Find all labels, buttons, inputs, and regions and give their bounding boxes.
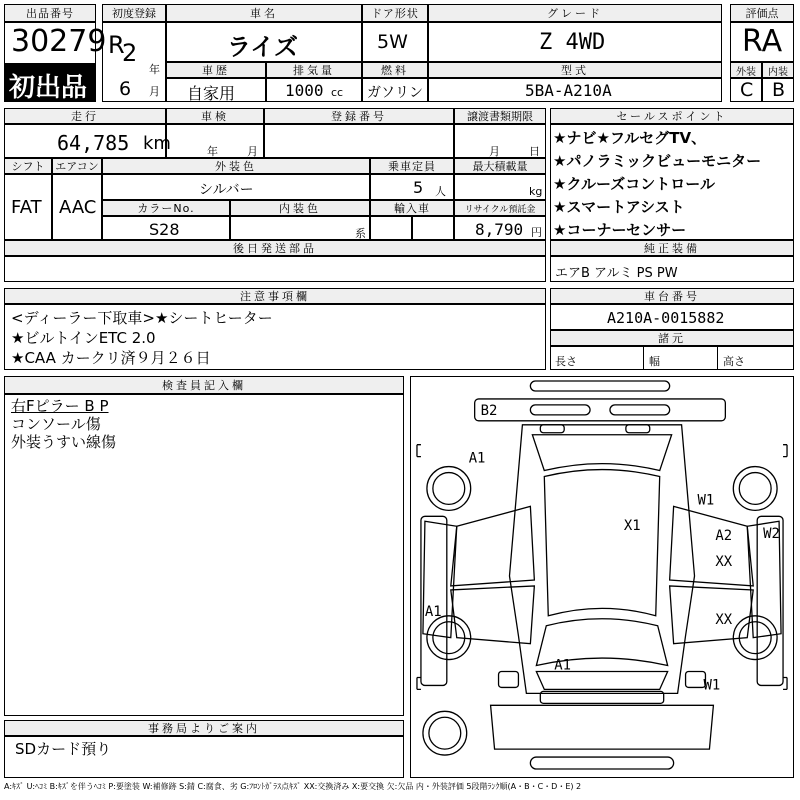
km-unit: km [143, 133, 171, 154]
first-reg-label: 初度登録 [102, 4, 166, 22]
reg-month: 6 [119, 78, 132, 100]
inspector-line-3: 外装うすい線傷 [11, 433, 117, 451]
ext-label: 外装 [730, 62, 762, 78]
insp-year-unit: 年 [207, 145, 218, 158]
ac: AAC [59, 197, 97, 218]
ac-label: エアコン [52, 158, 102, 174]
trunk-outline [491, 705, 714, 749]
ext-box [730, 78, 762, 102]
mileage-box [4, 124, 171, 158]
capacity: 5 [413, 178, 424, 197]
load-box [454, 174, 546, 200]
door-label: ドア形状 [362, 4, 428, 22]
yen-unit: 円 [531, 226, 542, 239]
grade-label: グレード [428, 4, 722, 22]
office-label: 事務局よりご案内 [4, 720, 404, 736]
inspector-line-1: 右Fピラー B P [11, 397, 109, 415]
colorno-label: カラーNo. [102, 200, 230, 216]
insp-month-unit: 月 [247, 145, 258, 158]
car-name-box [166, 22, 362, 62]
color-label: 外装色 [102, 158, 370, 174]
car-name-label: 車名 [166, 4, 362, 22]
person-unit: 人 [435, 185, 446, 198]
color: シルバー [199, 182, 254, 198]
era-year: 2 [122, 39, 138, 67]
grade: Z 4WD [539, 30, 606, 55]
interior-color-label: 内装色 [230, 200, 370, 216]
reg-number-label: 登録番号 [264, 108, 454, 124]
length-label: 長さ [555, 355, 577, 368]
score-label: 評価点 [730, 4, 794, 22]
mark-a1-rear: A1 [554, 657, 571, 674]
note-line-1: <ディーラー下取車>★シートヒーター [11, 309, 273, 327]
fuel-label: 燃料 [362, 62, 428, 78]
transfer-box [454, 124, 546, 158]
era: R [108, 31, 125, 59]
roof-outline [544, 470, 659, 616]
int-label: 内装 [762, 62, 794, 78]
mark-a2: A2 [715, 528, 733, 545]
history-box [166, 78, 266, 102]
ext-grade: C [740, 79, 754, 101]
office-box [4, 736, 404, 778]
sales-point-2: ★パノラミックビューモニター [553, 152, 762, 170]
inspection-box [166, 124, 264, 158]
transfer-month-unit: 月 [489, 145, 500, 158]
notes-label: 注意事項欄 [4, 288, 546, 304]
model-box [428, 78, 722, 102]
chassis-box [550, 304, 794, 330]
inspector-box [4, 394, 404, 716]
reg-number-box [264, 124, 454, 158]
capacity-box [370, 174, 454, 200]
mileage-label: 走行 [4, 108, 166, 124]
mark-a1-left: A1 [424, 603, 442, 620]
first-reg-box [102, 22, 166, 102]
recycle-label: リサイクル預託金 [454, 200, 546, 216]
score: RA [742, 24, 783, 59]
windshield-outline [532, 435, 671, 471]
displacement-box [266, 78, 362, 102]
sales-points-box [550, 124, 794, 240]
mark-x1: X1 [623, 518, 641, 535]
mark-a1-front: A1 [468, 450, 486, 467]
sales-point-1: ★ナビ★フルセグTV、 [553, 129, 707, 147]
car-damage-diagram [410, 376, 794, 778]
mark-xx-right-front: XX [715, 554, 733, 571]
colorno-box [102, 216, 230, 240]
front-bumper-shape [530, 381, 669, 391]
mark-w2: W2 [763, 526, 780, 543]
inspector-label: 検査員記入欄 [4, 376, 404, 394]
left-rear-door [451, 586, 535, 644]
dims-box [550, 346, 794, 370]
note-line-3: ★CAA カークリ済９月２６日 [11, 349, 211, 367]
first-listing-text: 初出品 [9, 73, 88, 103]
mark-w1-right: W1 [697, 492, 715, 509]
score-box [730, 22, 794, 62]
mileage: 64,785 [57, 131, 130, 155]
kg-unit: kg [529, 185, 543, 198]
fuel-box [362, 78, 428, 102]
right-front-door [670, 506, 754, 586]
first-listing-badge [4, 64, 96, 102]
sales-point-3: ★クルーズコントロール [553, 175, 715, 193]
later-parts-box [4, 256, 546, 282]
import-label: 輸入車 [370, 200, 454, 216]
equipment-label: 純正装備 [550, 240, 794, 256]
load-label: 最大積載量 [454, 158, 546, 174]
later-parts-label: 後日発送部品 [4, 240, 546, 256]
door-box [362, 22, 428, 62]
cc-unit: cc [331, 86, 344, 99]
transfer-day-unit: 日 [529, 145, 540, 158]
notes-box [4, 304, 546, 370]
mark-b2: B2 [480, 402, 498, 419]
office-text: SDカード預り [15, 740, 112, 758]
note-line-2: ★ビルトインETC 2.0 [11, 329, 156, 347]
model: 5BA-A210A [525, 81, 612, 100]
lot-number: 30279 [11, 24, 107, 59]
body-outline [509, 425, 694, 694]
chassis-number: A210A-0015882 [607, 309, 725, 327]
color-box [102, 174, 370, 200]
ac-box [52, 174, 102, 240]
chassis-label: 車台番号 [550, 288, 794, 304]
sales-point-5: ★コーナーセンサー [553, 221, 687, 239]
equipment-box [550, 256, 794, 282]
shift-box [4, 174, 52, 240]
int-grade: B [772, 79, 786, 101]
sales-points-label: セールスポイント [550, 108, 794, 124]
displacement-label: 排気量 [266, 62, 362, 78]
door-type: 5W [377, 31, 408, 53]
left-front-door [451, 506, 535, 586]
height-label: 高さ [723, 355, 745, 368]
year-unit: 年 [149, 63, 160, 76]
lot-number-box [4, 22, 107, 64]
grade-box [428, 22, 722, 62]
transfer-label: 譲渡書類期限 [454, 108, 546, 124]
month-unit: 月 [149, 85, 160, 98]
lot-number-label: 出品番号 [4, 4, 96, 22]
import-box-a [370, 216, 412, 240]
width-label: 幅 [649, 355, 660, 368]
right-rear-door [670, 586, 754, 644]
import-box-b [412, 216, 454, 240]
legend: A:ｷｽﾞ U:ﾍｺﾐ B:ｷｽﾞを伴うﾍｺﾐ P:要塗装 W:補修跡 S:錆 C:腐食、劣 G:ﾌﾛﾝﾄｶﾞﾗｽ点ｷｽﾞ XX:交換済み X:要交換 欠:欠品 内・外装評価 5段階ﾗﾝｸ順(A・B・C・D・E) 2 [4, 782, 582, 791]
dims-label: 諸元 [550, 330, 794, 346]
history: 自家用 [187, 84, 236, 103]
car-name: ライズ [227, 33, 299, 61]
kei-unit: 系 [355, 227, 366, 240]
mark-w1-rear: W1 [703, 677, 721, 694]
shift: FAT [11, 197, 42, 218]
inspection-label: 車検 [166, 108, 264, 124]
rear-bumper-shape [530, 757, 673, 769]
equipment: エアB アルミ PS PW [555, 266, 678, 281]
recycle-box [454, 216, 546, 240]
inspector-line-2: コンソール傷 [11, 415, 101, 433]
mark-xx-right-rear: XX [715, 611, 733, 628]
history-label: 車歴 [166, 62, 266, 78]
int-box [762, 78, 794, 102]
fuel: ガソリン [367, 85, 423, 101]
sales-point-4: ★スマートアシスト [553, 198, 685, 216]
recycle-fee: 8,790 [475, 220, 524, 239]
model-label: 型式 [428, 62, 722, 78]
shift-label: シフト [4, 158, 52, 174]
interior-color-box [230, 216, 370, 240]
capacity-label: 乗車定員 [370, 158, 454, 174]
displacement: 1000 [285, 81, 324, 100]
hood-outline [475, 399, 726, 421]
colorno: S28 [149, 220, 180, 239]
